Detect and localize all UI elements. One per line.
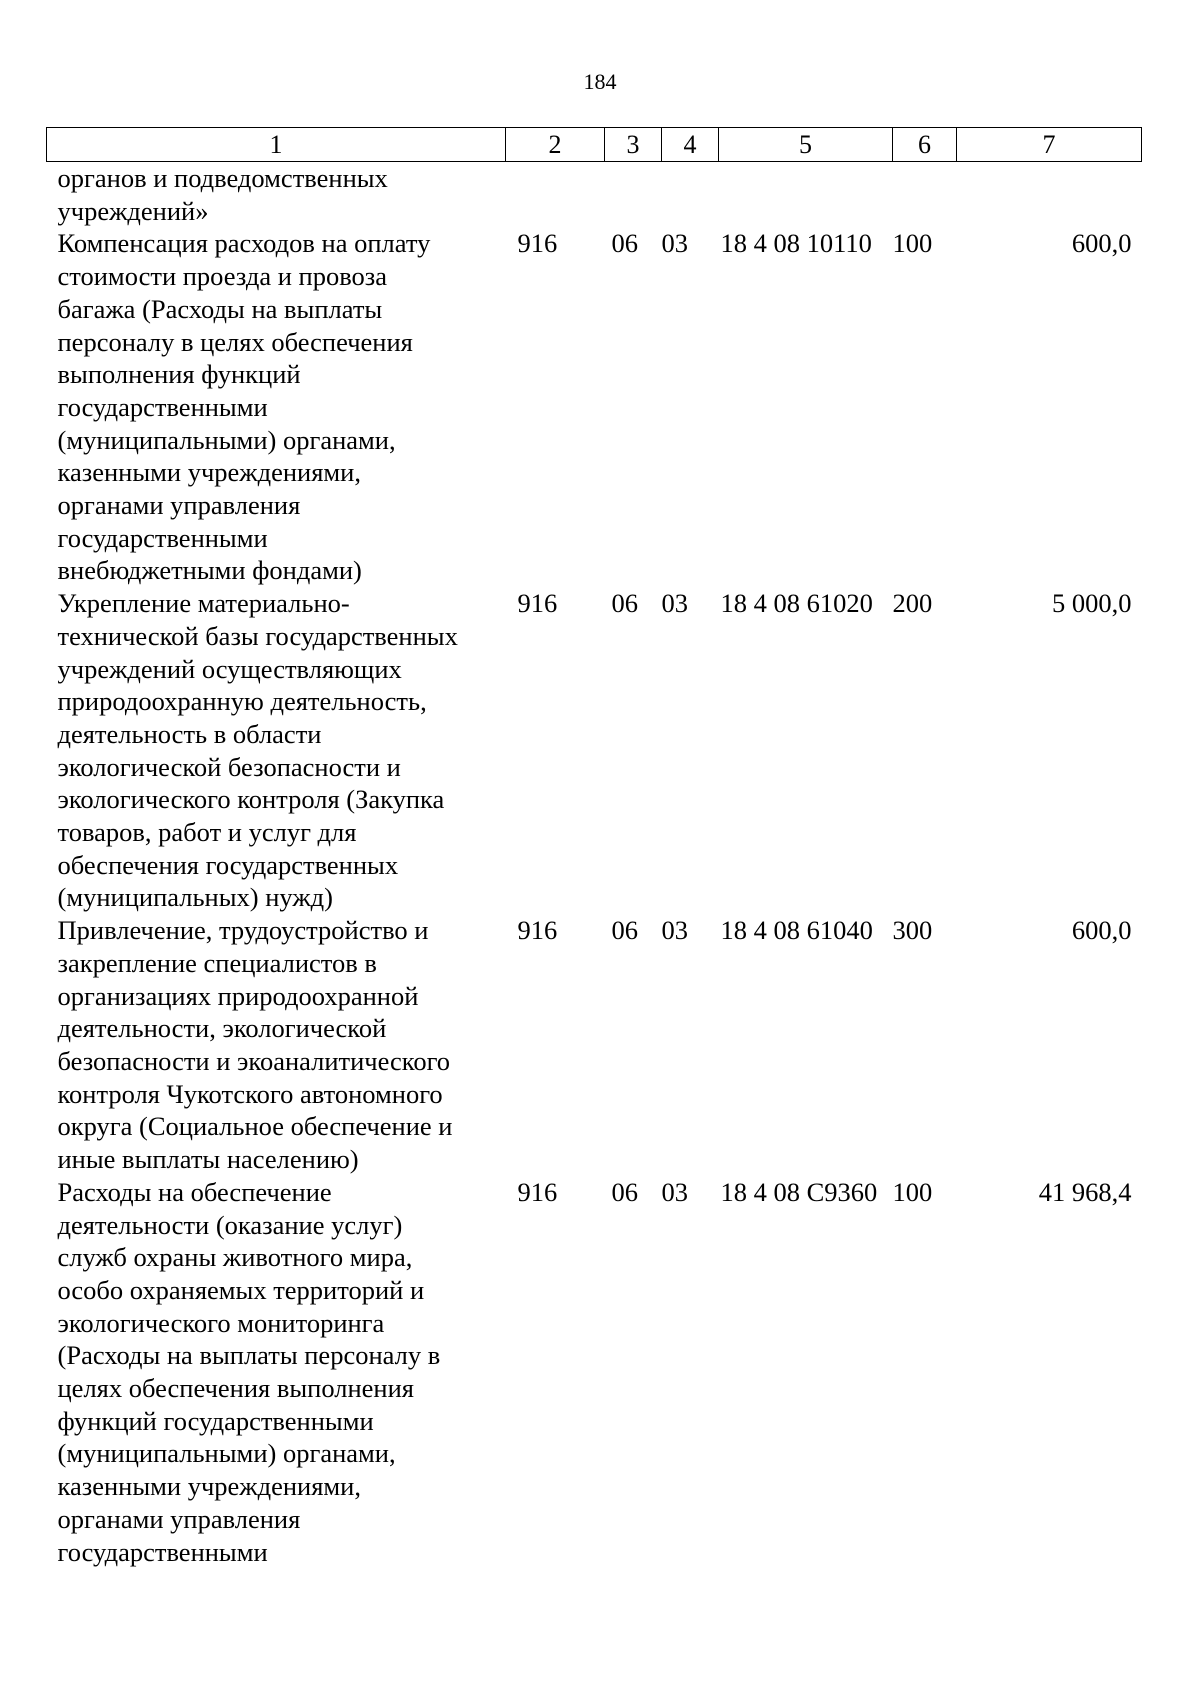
description-line: персоналу в целях обеспечения <box>57 326 413 357</box>
description-line: Компенсация расходов на оплату <box>57 228 431 259</box>
subsection-cell <box>662 162 719 228</box>
description-line: товаров, работ и услуг для <box>57 817 357 848</box>
description-line: природоохранную деятельность, <box>57 686 427 717</box>
description-cell <box>47 227 506 587</box>
target-article-cell: 18 4 08 61040 <box>720 915 873 946</box>
subsection-cell: 03 <box>661 915 688 946</box>
description-line: стоимости проезда и провоза <box>57 261 388 292</box>
table-header <box>47 128 1142 162</box>
amount-cell: 600,0 <box>1071 915 1132 946</box>
header-cell-7: 7 <box>957 128 1142 162</box>
expense-type-cell: 100 <box>892 1176 933 1207</box>
description-line: обеспечения государственных <box>57 849 399 880</box>
amount-cell: 5 000,0 <box>1052 588 1132 619</box>
description-line: государственными <box>57 1536 268 1567</box>
description-line: казенными учреждениями, <box>57 457 361 488</box>
description-cell <box>47 1176 506 1568</box>
grbs-cell <box>506 162 605 228</box>
description-cell <box>47 162 506 228</box>
table-row <box>47 227 1142 587</box>
description-line: технической базы государственных <box>57 620 458 651</box>
table-body <box>47 162 1142 1569</box>
description-line: контроля Чукотского автономного <box>57 1078 443 1109</box>
description-line: служб охраны животного мира, <box>57 1242 413 1273</box>
description-line: учреждений осуществляющих <box>57 653 402 684</box>
description-line: (Расходы на выплаты персоналу в <box>57 1340 441 1371</box>
description-line: целях обеспечения выполнения <box>57 1373 414 1404</box>
header-cell-5: 5 <box>719 128 893 162</box>
header-cell-1: 1 <box>47 128 506 162</box>
expense-type-cell: 100 <box>892 228 933 259</box>
description-line: Привлечение, трудоустройство и <box>57 915 429 946</box>
expense-type-cell: 300 <box>892 915 933 946</box>
header-row <box>47 128 1142 162</box>
grbs-cell: 916 <box>517 588 558 619</box>
description-line: государственными <box>57 391 268 422</box>
header-cell-4: 4 <box>662 128 719 162</box>
grbs-cell: 916 <box>517 228 558 259</box>
description-line: закрепление специалистов в <box>57 947 377 978</box>
description-line: организациях природоохранной <box>57 980 419 1011</box>
budget-table <box>46 127 1142 1568</box>
description-line: выполнения функций <box>57 359 301 390</box>
target-article-cell: 18 4 08 61020 <box>720 588 873 619</box>
description-line: органов и подведомственных <box>57 163 388 193</box>
description-line: внебюджетными фондами) <box>57 555 362 586</box>
section-cell: 06 <box>611 1176 638 1207</box>
header-cell-2: 2 <box>506 128 605 162</box>
target-article-cell: 18 4 08 С9360 <box>720 1176 878 1207</box>
header-cell-3: 3 <box>605 128 662 162</box>
description-line: органами управления <box>57 1503 301 1534</box>
subsection-cell: 03 <box>661 228 688 259</box>
description-line: (муниципальными) органами, <box>57 1438 396 1469</box>
table-row <box>47 162 1142 228</box>
description-line: багажа (Расходы на выплаты <box>57 293 383 324</box>
target-article-cell: 18 4 08 10110 <box>720 228 872 259</box>
description-line: (муниципальных) нужд) <box>57 882 333 913</box>
description-line: деятельность в области <box>57 718 322 749</box>
header-cell-6: 6 <box>893 128 957 162</box>
description-line: Укрепление материально- <box>57 588 350 619</box>
description-line: (муниципальными) органами, <box>57 424 396 455</box>
description-line: Расходы на обеспечение <box>57 1176 332 1207</box>
target-article-cell <box>719 162 893 228</box>
table-row <box>47 587 1142 914</box>
amount-cell: 600,0 <box>1071 228 1132 259</box>
description-line: иные выплаты населению) <box>57 1144 359 1175</box>
expense-type-cell: 200 <box>892 588 933 619</box>
table-row <box>47 1176 1142 1568</box>
section-cell: 06 <box>611 915 638 946</box>
section-cell: 06 <box>611 588 638 619</box>
description-line: государственными <box>57 522 268 553</box>
description-cell <box>47 587 506 914</box>
amount-cell: 41 968,4 <box>1038 1176 1132 1207</box>
description-line: органами управления <box>57 490 301 521</box>
subsection-cell: 03 <box>661 588 688 619</box>
description-line: округа (Социальное обеспечение и <box>57 1111 453 1142</box>
description-cell <box>47 914 506 1176</box>
page-number: 184 <box>583 69 617 94</box>
description-line: экологической безопасности и <box>57 751 401 782</box>
description-line: учреждений» <box>57 195 209 226</box>
description-line: особо охраняемых территорий и <box>57 1274 425 1305</box>
description-line: деятельности, экологической <box>57 1013 387 1044</box>
section-cell <box>605 162 662 228</box>
description-line: казенными учреждениями, <box>57 1471 361 1502</box>
table-row <box>47 914 1142 1176</box>
description-line: экологического контроля (Закупка <box>57 784 445 815</box>
description-line: деятельности (оказание услуг) <box>57 1209 403 1240</box>
grbs-cell: 916 <box>517 1176 558 1207</box>
description-line: функций государственными <box>57 1405 374 1436</box>
amount-cell <box>957 162 1142 228</box>
description-line: экологического мониторинга <box>57 1307 385 1338</box>
section-cell: 06 <box>611 228 638 259</box>
budget-table-container <box>46 127 1141 1568</box>
expense-type-cell <box>893 162 957 228</box>
description-line: безопасности и экоаналитического <box>57 1045 451 1076</box>
grbs-cell: 916 <box>517 915 558 946</box>
subsection-cell: 03 <box>661 1176 688 1207</box>
